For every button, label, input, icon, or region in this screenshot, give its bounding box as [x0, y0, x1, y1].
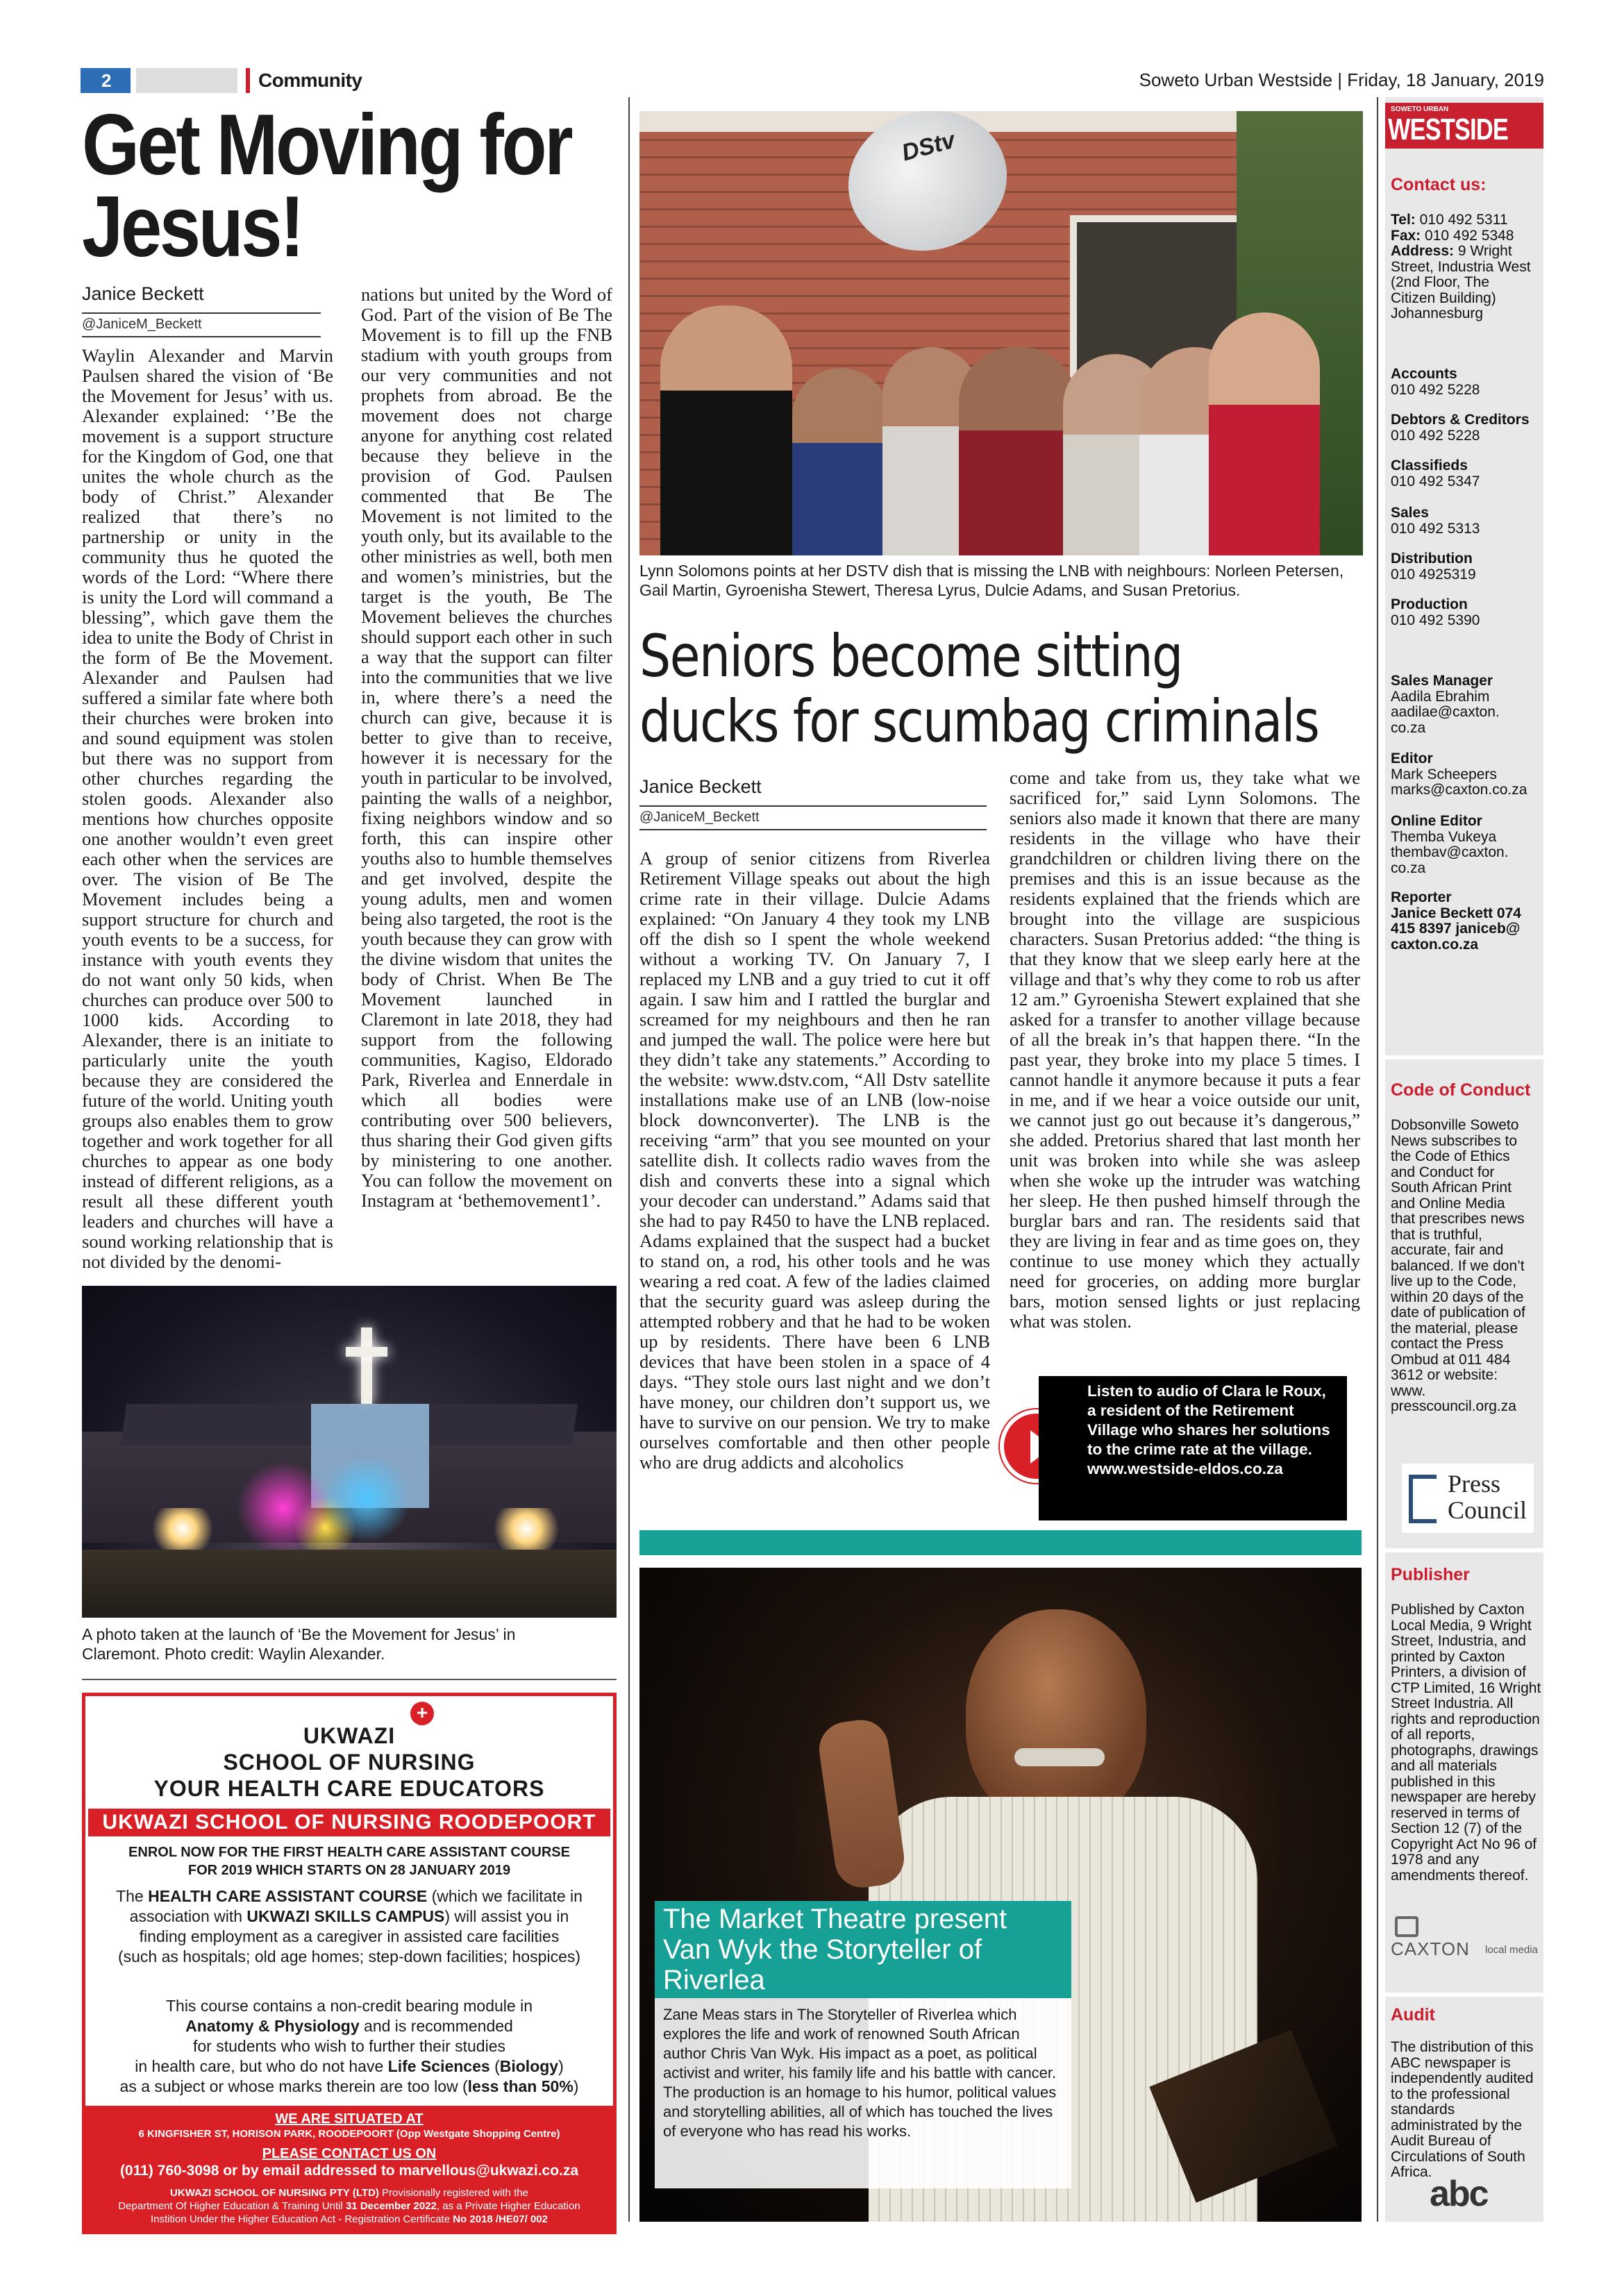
stage-lights — [221, 1459, 429, 1557]
article1-photo — [82, 1286, 617, 1618]
press-council-text: Press Council — [1448, 1470, 1527, 1524]
actor-head — [966, 1609, 1146, 1825]
distribution: Distribution 010 4925319 — [1391, 551, 1476, 583]
cross-icon — [361, 1327, 372, 1404]
byline-rule — [82, 312, 321, 314]
sidebar — [1385, 97, 1543, 2222]
article2-photo — [639, 111, 1363, 555]
section-label: Community — [258, 69, 362, 91]
production: Production 010 492 5390 — [1391, 596, 1480, 628]
feature-text: Zane Meas stars in The Storyteller of Riverlea which explores the life and work of renowned South African author Chris Van Wyk. His impact as a poet, as political activist and writer, his family life and his battle with cancer. The production is an homage to his humor, political values and storytelling abilities, all of which has touched the lives of everyone who has read his works. — [663, 2006, 1057, 2140]
red-accent — [246, 68, 250, 93]
audio-box[interactable] — [1000, 1376, 1347, 1520]
ad-paragraph-2: This course contains a non-credit bearing module in Anatomy & Physiology and is recommended for students who wish to further their studies in health care, but who do not have Life Sciences (Biology) as a subject or whose marks therein are too low (less than 50%) — [119, 1997, 579, 2095]
editor: Editor Mark Scheepers marks@caxton.co.za — [1391, 751, 1527, 798]
contact-block: Tel: 010 492 5311 Fax: 010 492 5348 Address: 9 Wright Street, Industria West (2nd Floor, The Citizen Building) Johannesburg — [1391, 212, 1531, 321]
code-separator — [1385, 1055, 1543, 1059]
article2-headline: Seniors become sitting ducks for scumbag criminals — [639, 622, 1319, 755]
article1-column-1: Waylin Alexander and Marvin Paulsen shared the vision of ‘Be the Movement for Jesus’ with us. Alexander explained: ‘’Be the movement is a support structure for the Kingdom of God, one that unites the whole church as the body of Christ.” Alexander realized that there’s no partnership or unity in the community thus he quoted the words of the Lord: “Where there is unity the Lord will command a blessing”, which gave them the idea to unite the Body of Christ in the form of Be the Movement. Alexander and Paulsen had suffered a similar fate where both their churches were broken into and sound equipment was stolen but there was no support from other churches regarding the stolen goods. Alexander also mentions how churches opposite one another wouldn’t even greet each other when the services are over. The vision of Be The Movement includes being a support structure for church and youth events to be a success, for instance with youth events they do not want only 50 kids, when churches can produce over 500 to 1000 kids. According to Alexander, there is an initiate to particularly unite the youth because they are considered the future of the world. Uniting youth groups also enables them to grow together and work together for all churches to appear as one body instead of different religions, as a result all these different youth leaders and churches will have a sound working relationship that is not divided by the denomi- — [82, 346, 333, 1272]
article1-headline: Get Moving for Jesus! — [82, 97, 571, 275]
ad-banner: UKWAZI SCHOOL OF NURSING ROODEPOORT — [88, 1809, 610, 1836]
publisher-text: Published by Caxton Local Media, 9 Wright Street, Industria, and printed by Caxton Printers, a division of CTP Limited, 16 Wright Street Industria. All rights and reproduction of all reports, photographs, drawings and all materials published in this newspaper are hereby reserved in terms of Section 12 (7) of the Copyright Act No 96 of 1978 and any amendments thereof. — [1391, 1602, 1541, 1884]
page-number: 2 — [81, 68, 131, 93]
caption-rule — [82, 1679, 617, 1680]
ad-enrol: ENROL NOW FOR THE FIRST HEALTH CARE ASSISTANT COURSE FOR 2019 WHICH STARTS ON 28 JANUARY 2019 — [128, 1845, 570, 1878]
reporter: Reporter Janice Beckett 074 415 8397 janiceb@ caxton.co.za — [1391, 889, 1521, 953]
actor-mustache — [1014, 1748, 1105, 1766]
ukwazi-ad — [82, 1693, 617, 2234]
classifieds: Classifieds 010 492 5347 — [1391, 458, 1480, 489]
feature-top-band — [639, 1530, 1362, 1555]
dish-logo: DStv — [898, 126, 958, 167]
article2-caption: Lynn Solomons points at her DSTV dish that is missing the LNB with neighbours: Norleen Petersen, Gail Martin, Gyroenisha Stewert, Theresa Lyrus, Dulcie Adams, and Susan Pretorius. — [639, 562, 1344, 599]
caxton-sub: local media — [1485, 1944, 1538, 1956]
article2-byline: Janice Beckett — [639, 776, 762, 797]
article1-caption: A photo taken at the launch of ‘Be the Movement for Jesus’ in Claremont. Photo credit: Waylin Alexander. — [82, 1625, 516, 1663]
ad-location-band — [85, 2106, 613, 2231]
ad-paragraph-1: The HEALTH CARE ASSISTANT COURSE (which we facilitate in association with UKWAZI SKILLS CAMPUS) will assist you in finding employment as a caregiver in assisted care facilities (such as hospitals; old age homes; step-down facilities; hospices) — [116, 1887, 583, 1966]
audit-separator — [1385, 1993, 1543, 1997]
ad-title: UKWAZI SCHOOL OF NURSING YOUR HEALTH CARE EDUCATORS — [153, 1723, 545, 1801]
code-text: Dobsonville Soweto News subscribes to the Code of Ethics and Conduct for South African Print and Online Media that prescribes news that is truthful, accurate, fair and balanced. If we don’t live up to the Code, within 20 days of the date of publication of the material, please contact the Press Ombud at 011 484 3612 or website: www. presscouncil.org.za — [1391, 1117, 1525, 1414]
caxton-icon — [1395, 1916, 1418, 1937]
person-7 — [1209, 312, 1320, 555]
article1-byline: Janice Beckett — [82, 283, 204, 304]
logo-small: SOWETO URBAN — [1391, 106, 1449, 113]
person-1 — [660, 305, 792, 555]
sales: Sales 010 492 5313 — [1391, 505, 1480, 537]
ad-situated-label: WE ARE SITUATED AT — [275, 2111, 424, 2127]
sales-manager: Sales Manager Aadila Ebrahim aadilae@caxton. co.za — [1391, 673, 1500, 736]
audio-text[interactable]: Listen to audio of Clara le Roux, a resident of the Retirement Village who shares her solutions to the crime rate at the village. www.westside-eldos.co.za — [1039, 1376, 1347, 1520]
press-council-icon — [1409, 1475, 1437, 1523]
publisher-heading: Publisher — [1391, 1565, 1470, 1584]
caxton-logo — [1391, 1916, 1543, 1959]
online-editor: Online Editor Themba Vukeya thembav@caxton. co.za — [1391, 813, 1509, 876]
abc-logo: abc — [1430, 2174, 1488, 2214]
headlight-right — [485, 1508, 568, 1550]
contact-heading: Contact us: — [1391, 175, 1487, 194]
ground — [82, 1550, 617, 1618]
actor-hand — [816, 1716, 907, 1891]
feature-title: The Market Theatre present Van Wyk the Storyteller of Riverlea — [663, 1904, 1007, 1995]
divider-left — [628, 97, 630, 2222]
sidebar-logo — [1385, 103, 1543, 149]
accounts: Accounts 010 492 5228 — [1391, 366, 1480, 398]
article2-column-1: A group of senior citizens from Riverlea Retirement Village speaks out about the high crime rate in their village. Dulcie Adams explained: “On January 4 they took my LNB off the dish so I spent the whole weekend without a working TV. On January 7, I replaced my LNB and a guy tried to cut it off again. I saw him and I rattled the burglar and screamed for my neighbours and then he ran and jumped the wall. The police were here but they didn’t take any statements.” According to the website: www.dstv.com, “All Dstv satellite installations make use of an LNB (low-noise block downconverter). The LNB is the receiving “arm” that you see mounted on your satellite dish. It collects radio waves from the dish and converts these into a signal which your decoder can understand.” Adams said that she had to pay R450 to have the LNB replaced. Adams explained that the suspect had a bucket to stand on, a rod, his other tools and he was wearing a red coat. A few of the ladies claimed that the security guard was asleep during the attempted robbery and that he had to be woken up by residents. There have been 6 LNB devices that have been stolen in a space of 4 days. “They stole ours last night and we don’t have money, our children don’t support us, we have to survive on our pension. We try to make ourselves comfortable and then other people who are drug addicts and alcoholics — [639, 848, 990, 1473]
person-4 — [959, 347, 1077, 555]
code-heading: Code of Conduct — [1391, 1080, 1531, 1100]
ad-contact[interactable]: (011) 760-3098 or by email addressed to marvellous@ukwazi.co.za — [119, 2163, 579, 2179]
handle-rule — [82, 336, 321, 337]
audit-text: The distribution of this ABC newspaper is independently audited to the professional standards administrated by the Audit Bureau of Circulations of South Africa. — [1391, 2039, 1534, 2180]
ad-address: 6 KINGFISHER ST, HORISON PARK, ROODEPOORT (Opp Westgate Shopping Centre) — [138, 2128, 560, 2140]
ad-registration: UKWAZI SCHOOL OF NURSING PTY (LTD) Provisionally registered with the Department Of Higher Education & Training Until 31 December 2022, as a Private Higher Education Instition Under the Higher Education Act - Registration Certificate No 2018 /HE07/ 002 — [118, 2187, 580, 2225]
article2-handle-rule — [639, 829, 987, 830]
ukwazi-cross-icon: + — [410, 1702, 434, 1725]
caxton-text: CAXTON — [1391, 1938, 1470, 1959]
press-council-logo — [1402, 1464, 1534, 1533]
divider-sidebar — [1377, 97, 1378, 2222]
group-of-seniors — [653, 278, 1320, 555]
audit-heading: Audit — [1391, 2005, 1435, 2025]
logo-main: WESTSIDE — [1388, 112, 1509, 146]
section-marker — [136, 68, 237, 93]
ad-contact-label: PLEASE CONTACT US ON — [262, 2146, 437, 2161]
article1-handle: @JaniceM_Beckett — [82, 317, 202, 332]
publisher-separator — [1385, 1548, 1543, 1552]
article1-column-2: nations but united by the Word of God. Part of the vision of Be The Movement is to fill up the FNB stadium with youth groups from our very communities and not prophets from abroad. Be the movement does not charge anyone for anything cost related because they believe in the provision of God. Paulsen commented that Be The Movement is not limited to the youth only, but its available to the other ministries as well, both men and women’s ministries, but the target is the youth, Be The Movement believes the churches should support each other in such a way that the support can filter into the communities that we live in, where there’s a need the church can give, because it is better to give than to receive, however it is necessary for the youth in particular to be involved, painting the walls of a neighbor, fixing neighbors window and so forth, this can inspire other youths also to humble themselves and get involved, despite the young adults, men and women being also targeted, the root is the youth because they can grow with the divine wisdom that unites the body of Christ. When Be The Movement launched in Claremont in late 2018, they had support from the following communities, Kagiso, Eldorado Park, Riverlea and Ennerdale in which all bodies were contributing over 500 believers, thus sharing their God given gifts by ministering to one another. You can follow the movement on Instagram at ‘bethemovement1’. — [361, 285, 612, 1211]
masthead: Soweto Urban Westside | Friday, 18 January, 2019 — [1139, 69, 1544, 90]
headlight-left — [144, 1508, 221, 1550]
debtors: Debtors & Creditors 010 492 5228 — [1391, 412, 1530, 444]
person-2 — [792, 368, 889, 555]
article2-byline-rule — [639, 805, 987, 807]
article2-handle: @JaniceM_Beckett — [639, 810, 760, 825]
article2-column-2: come and take from us, they take what we sacrificed for,” said Lynn Solomons. The seniors also made it known that there are many residents in the village who have their grandchildren or children living there on the premises and this is an issue because as the residents explained that the friends which are brought into the village are suspicious characters. Susan Pretorius added: “the thing is that they know that we sleep early here at the village and that’s why they come to rob us after 12 am.” Gyroenisha Stewert explained that she asked for a transfer to another village because of all the break in’s that happen there. “In the past year, they broke into my place 5 times. I cannot handle it anymore because it puts a fear in me, and if we hear a voice outside our unit, we cannot just go out because it’s dangerous,” she added. Pretorius shared that last month her unit was broken into while she was asleep when she woke up the intruder was watching her sleep. He then pushed himself through the burglar bars and ran. The residents said that they are living in fear and as time goes on, they continue to use money which they actually need for groceries, on adding more burglar bars, motion sensed lights or just replacing what was stolen. — [1010, 768, 1360, 1332]
page-header — [81, 67, 1544, 94]
cross-arm — [346, 1347, 387, 1357]
